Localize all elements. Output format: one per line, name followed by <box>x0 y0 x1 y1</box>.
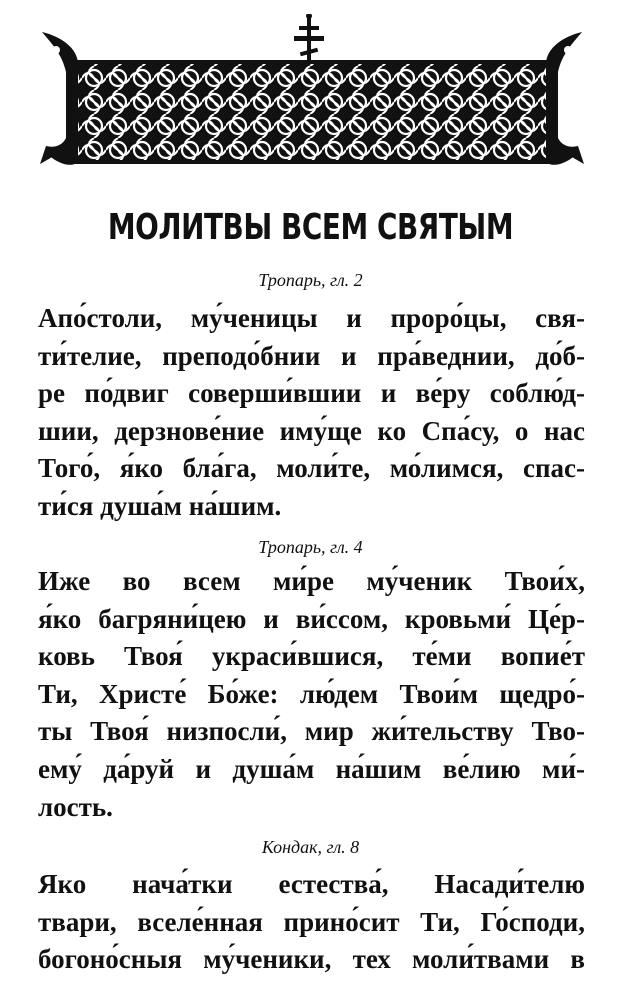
section-subtitle: Тропарь, гл. 2 <box>258 270 363 290</box>
text-line: Апо́столи, му́ченицы и проро́цы, свя- <box>38 303 585 333</box>
section-subtitle: Кондак, гл. 8 <box>261 837 360 857</box>
text-line: богоно́сныя му́ченики, тех моли́твами в <box>38 944 585 975</box>
text-line: лость. <box>38 791 113 822</box>
text-line: ти́телие, преподо́бнии и пра́веднии, до́б- <box>38 340 585 371</box>
text-line: ковь Твоя́ украси́вшися, те́ми вопие́т <box>38 641 585 672</box>
ornamental-headpiece <box>38 14 586 169</box>
text-line: ему́ да́руй и душа́м на́шим ве́лию ми́- <box>38 753 585 784</box>
text-line: ты Твоя́ низпосли́, мир жи́тельству Тво- <box>38 716 585 747</box>
prayer-paragraph <box>38 866 585 979</box>
prayer-paragraph <box>38 300 585 526</box>
cross-icon <box>294 14 324 65</box>
prayer-paragraph <box>38 563 585 826</box>
text-line: Яко нача́тки естества́, Насади́телю <box>38 869 585 899</box>
text-line: ти́ся душа́м на́шим. <box>38 490 282 521</box>
text-line: я́ко багряни́цею и ви́ссом, кровьми́ Це́р- <box>38 603 585 634</box>
text-line: твари, вселе́нная прино́сит Ти, Го́споди, <box>38 906 585 937</box>
page-title: МОЛИТВЫ ВСЕМ СВЯТЫМ <box>107 207 514 248</box>
text-line: Ти, Христе́ Бо́же: лю́дем Твои́м щедро́- <box>38 678 585 709</box>
text-line: шии, дерзнове́ние иму́ще ко Спа́су, о нас <box>38 415 585 446</box>
text-line: Иже во всем ми́ре му́ченик Твои́х, <box>38 566 585 596</box>
text-line: Того́, я́ко бла́га, моли́те, мо́лимся, спас- <box>38 453 585 484</box>
section-subtitle: Тропарь, гл. 4 <box>258 537 363 557</box>
text-line: ре по́двиг соверши́вшии и ве́ру соблю́д- <box>38 378 585 409</box>
